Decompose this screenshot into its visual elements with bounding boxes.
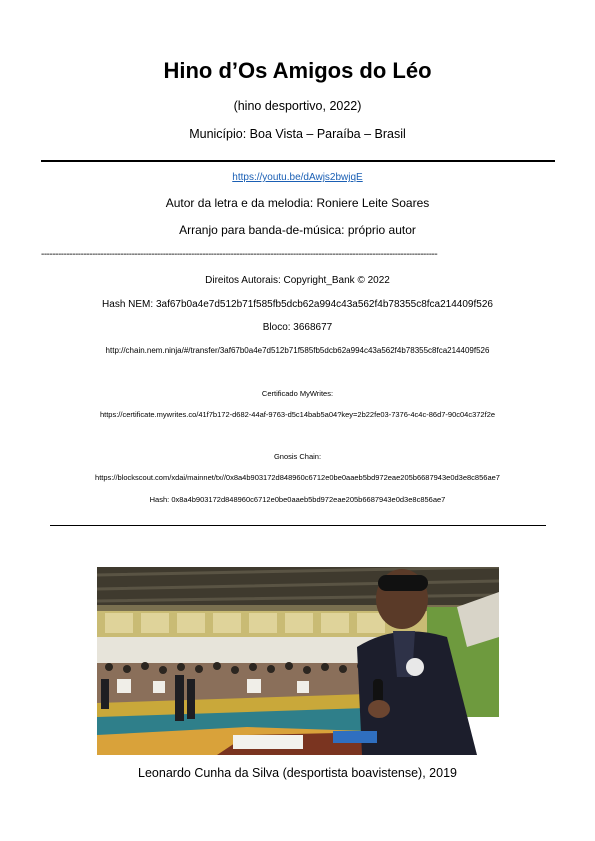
youtube-link[interactable]: https://youtu.be/dAwjs2bwjqE bbox=[232, 172, 363, 183]
gnosis-url[interactable]: https://blockscout.com/xdai/mainnet/tx//0x8a4b903172d848960c6712e0be0aaeb5bd972eae205b6687943e0d3e8c856ae7 bbox=[95, 473, 500, 482]
author-line: Autor da letra e da melodia: Roniere Leite Soares bbox=[165, 196, 430, 210]
photo-caption: Leonardo Cunha da Silva (desportista boavistense), 2019 bbox=[138, 766, 457, 780]
block-number: Bloco: 3668677 bbox=[262, 322, 333, 333]
mywrites-url[interactable]: https://certificate.mywrites.co/41f7b172-d682-44af-9763-d5c14bab5a04?key=2b22fe03-7376-4c4c-86d7-90c04c372f2e bbox=[99, 410, 496, 419]
document-title: Hino d’Os Amigos do Léo bbox=[163, 58, 432, 83]
arrangement-line: Arranjo para banda-de-música: próprio autor bbox=[179, 223, 416, 237]
section-divider bbox=[50, 525, 546, 526]
mywrites-label: Certificado MyWrites: bbox=[261, 389, 334, 398]
header-divider bbox=[41, 160, 555, 162]
nem-url[interactable]: http://chain.nem.ninja/#/transfer/3af67b0a4e7d512b71f585fb5dcb62a994c43a562f4b78355c8fca214409f526 bbox=[105, 346, 490, 355]
gnosis-hash: Hash: 0x8a4b903172d848960c6712e0be0aaeb5bd972eae205b6687943e0d3e8c856ae7 bbox=[149, 495, 446, 504]
event-photo bbox=[97, 567, 499, 755]
gnosis-label: Gnosis Chain: bbox=[273, 452, 322, 461]
document-subtitle: (hino desportivo, 2022) bbox=[233, 99, 362, 113]
dashed-divider: -------------------------------------------------------------------------------------------------------------------------------------------- bbox=[41, 249, 438, 260]
copyright-line: Direitos Autorais: Copyright_Bank © 2022 bbox=[205, 275, 390, 286]
municipality-line: Município: Boa Vista – Paraíba – Brasil bbox=[189, 127, 406, 141]
nem-hash: Hash NEM: 3af67b0a4e7d512b71f585fb5dcb62a994c43a562f4b78355c8fca214409f526 bbox=[102, 299, 493, 310]
